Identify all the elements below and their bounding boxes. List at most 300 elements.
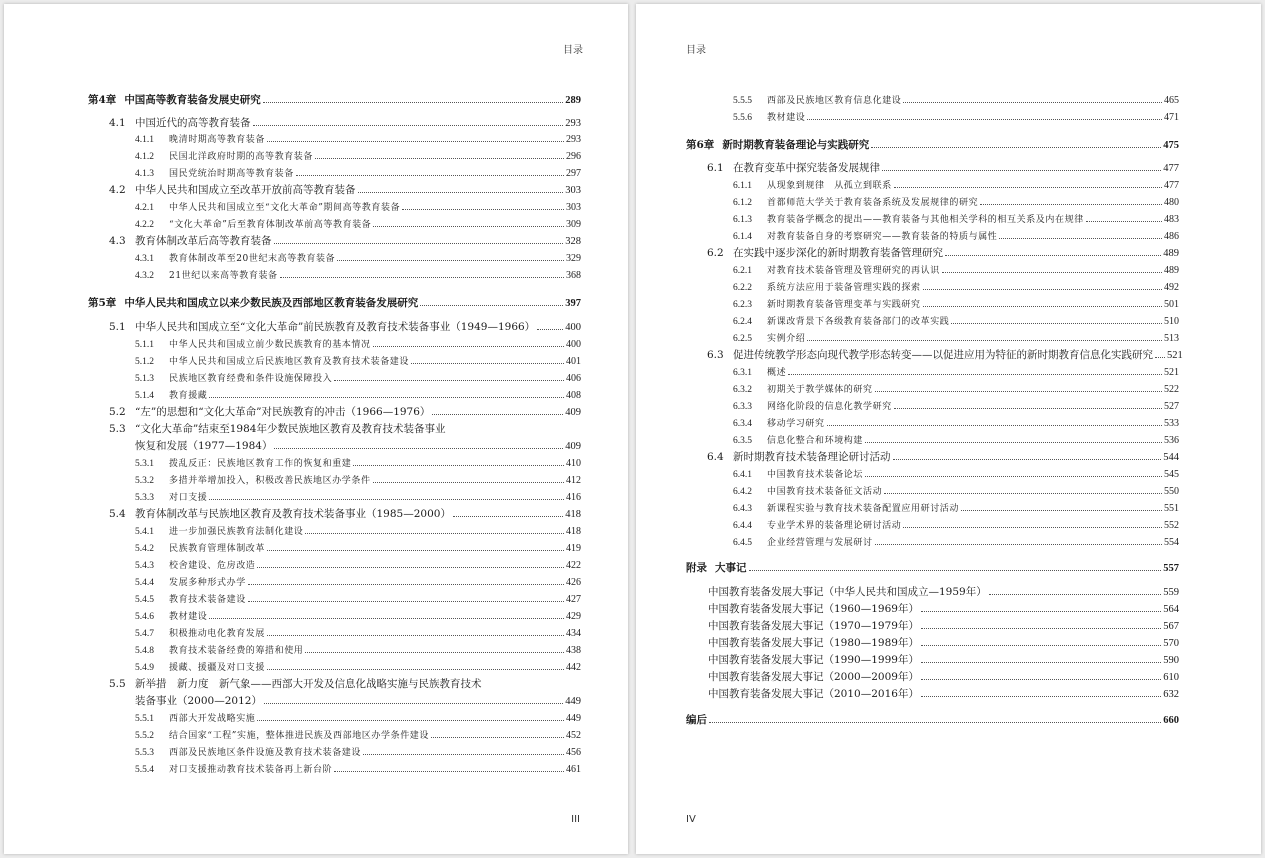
entry-title: “文化大革命”后至教育体制改革前高等教育装备 xyxy=(169,220,372,230)
leader-dots xyxy=(921,696,1161,697)
entry-title: 中国教育技术装备征文活动 xyxy=(767,487,883,497)
toc-entry-sub[interactable] xyxy=(135,557,581,574)
entry-title: 拨乱反正：民族地区教育工作的恢复和重建 xyxy=(169,459,352,469)
entry-number: 6.1.2 xyxy=(733,198,752,208)
leader-dots xyxy=(807,119,1162,120)
leader-dots xyxy=(263,102,563,103)
toc-entry-sub[interactable] xyxy=(135,574,581,591)
entry-number: 6.2.1 xyxy=(733,266,752,276)
entry-page-number: 400 xyxy=(566,339,581,350)
entry-title: 对口支援 xyxy=(169,493,208,503)
entry-number: 5.4.4 xyxy=(135,578,154,588)
leader-dots xyxy=(402,209,564,210)
entry-page-number: 293 xyxy=(566,134,581,145)
entry-page-number: 293 xyxy=(565,118,581,129)
left-page xyxy=(4,4,628,854)
toc-entry-sub[interactable] xyxy=(135,710,581,727)
entry-page-number: 422 xyxy=(566,560,581,571)
toc-entry-section[interactable] xyxy=(707,347,1183,364)
entry-number: 5.4.5 xyxy=(135,595,154,605)
entry-title: 中国教育装备发展大事记（1970—1979年） xyxy=(708,620,919,632)
entry-title: 中国教育装备发展大事记（中华人民共和国成立—1959年） xyxy=(708,586,987,598)
entry-title: 教育体制改革与民族地区教育及教育技术装备事业（1985—2000） xyxy=(135,508,451,520)
entry-number: 5.4.7 xyxy=(135,629,154,639)
toc-entry-chapter[interactable] xyxy=(686,712,1179,729)
leader-dots xyxy=(875,544,1162,545)
toc-entry-sub[interactable] xyxy=(733,415,1179,432)
entry-title: 中国高等教育装备发展史研究 xyxy=(124,94,261,106)
entry-title: 多措并举增加投入，积极改善民族地区办学条件 xyxy=(169,476,371,486)
leader-dots xyxy=(253,125,564,126)
toc-entry-sub[interactable] xyxy=(135,370,581,387)
leader-dots xyxy=(432,414,563,415)
toc-entry-sub[interactable] xyxy=(733,381,1179,398)
entry-title: 西部及民族地区条件设施及教育技术装备建设 xyxy=(169,748,362,758)
entry-page-number: 438 xyxy=(566,645,581,656)
leader-dots xyxy=(942,272,1162,273)
leader-dots xyxy=(951,323,1162,324)
entry-title: 大事记 xyxy=(715,562,747,574)
entry-title: 新课改背景下各级教育装备部门的改革实践 xyxy=(767,317,950,327)
entry-page-number: 400 xyxy=(565,322,581,333)
toc-entry-sub[interactable] xyxy=(135,250,581,267)
entry-number: 第4章 xyxy=(88,94,117,106)
toc-entry-sub[interactable] xyxy=(135,336,581,353)
entry-page-number: 486 xyxy=(1164,231,1179,242)
leader-dots xyxy=(411,363,564,364)
entry-number: 5.2 xyxy=(109,406,126,418)
leader-dots xyxy=(1155,357,1165,358)
entry-page-number: 554 xyxy=(1164,537,1179,548)
entry-number: 6.1 xyxy=(707,162,724,174)
entry-number: 5.1.4 xyxy=(135,391,154,401)
entry-title: 系统方法应用于装备管理实践的探索 xyxy=(767,283,921,293)
entry-title: 民族地区教育经费和条件设施保障投入 xyxy=(169,374,333,384)
toc-entry-plain[interactable] xyxy=(708,635,1179,652)
entry-number: 5.1 xyxy=(109,321,126,333)
entry-number: 6.2.4 xyxy=(733,317,752,327)
entry-number: 附录 xyxy=(686,562,707,574)
toc-entry-sub[interactable] xyxy=(733,483,1179,500)
toc-entry-plain[interactable] xyxy=(708,669,1179,686)
entry-page-number: 550 xyxy=(1164,486,1179,497)
entry-title: 中华人民共和国成立至“文化大革命”前民族教育及教育技术装备事业（1949—1966） xyxy=(135,321,536,333)
toc-entry-section[interactable] xyxy=(109,115,581,132)
entry-page-number: 418 xyxy=(565,509,581,520)
leader-dots xyxy=(420,305,563,306)
toc-entry-sub[interactable] xyxy=(733,398,1179,415)
toc-entry-sub[interactable] xyxy=(733,534,1179,551)
toc-entry-sub[interactable] xyxy=(733,330,1179,347)
entry-page-number: 289 xyxy=(565,95,581,106)
leader-dots xyxy=(267,635,564,636)
toc-entry-sub[interactable] xyxy=(733,211,1179,228)
entry-page-number: 408 xyxy=(566,390,581,401)
toc-entry-sub[interactable] xyxy=(733,313,1179,330)
toc-entry-sub[interactable] xyxy=(135,216,581,233)
entry-title: 移动学习研究 xyxy=(767,419,825,429)
entry-page-number: 406 xyxy=(566,373,581,384)
leader-dots xyxy=(264,703,563,704)
entry-title: 教育技术装备建设 xyxy=(169,595,246,605)
entry-page-number: 449 xyxy=(565,696,581,707)
entry-title: 结合国家“工程”实施，整体推进民族及西部地区办学条件建设 xyxy=(169,731,430,741)
entry-page-number: 533 xyxy=(1164,418,1179,429)
leader-dots xyxy=(827,425,1162,426)
leader-dots xyxy=(903,527,1162,528)
toc-entry-plain[interactable] xyxy=(708,652,1179,669)
entry-page-number: 632 xyxy=(1163,689,1179,700)
leader-dots xyxy=(807,340,1162,341)
entry-title: 中华人民共和国成立至“文化大革命”期间高等教育装备 xyxy=(169,203,401,213)
entry-title: 发展多种形式办学 xyxy=(169,578,246,588)
entry-title: 新时期教育装备管理变革与实践研究 xyxy=(767,300,921,310)
entry-title: 中国近代的高等教育装备 xyxy=(135,117,251,129)
entry-page-number: 297 xyxy=(566,168,581,179)
entry-page-number: 489 xyxy=(1163,248,1179,259)
toc-entry-sub[interactable] xyxy=(135,761,581,778)
leader-dots xyxy=(1086,221,1162,222)
entry-number: 5.4.8 xyxy=(135,646,154,656)
entry-number: 6.4.5 xyxy=(733,538,752,548)
toc-entry-sub[interactable] xyxy=(135,744,581,761)
leader-dots xyxy=(871,147,1161,148)
toc-entry-sub[interactable] xyxy=(135,165,581,182)
entry-title: 民国北洋政府时期的高等教育装备 xyxy=(169,152,314,162)
entry-number: 4.1.1 xyxy=(135,135,154,145)
entry-number: 4.3 xyxy=(109,235,126,247)
toc-entry-chapter[interactable] xyxy=(88,295,581,312)
leader-dots xyxy=(989,594,1162,595)
leader-dots xyxy=(999,238,1162,239)
toc-entry-sub[interactable] xyxy=(733,109,1179,126)
entry-title: 对教育技术装备管理及管理研究的再认识 xyxy=(767,266,940,276)
toc-entry-section[interactable] xyxy=(109,182,581,199)
entry-number: 5.5.2 xyxy=(135,731,154,741)
running-header: 目录 xyxy=(686,45,706,56)
entry-page-number: 521 xyxy=(1167,350,1183,361)
toc-entry-sub[interactable] xyxy=(135,131,581,148)
entry-page-number: 303 xyxy=(565,185,581,196)
entry-number: 6.2 xyxy=(707,247,724,259)
entry-page-number: 465 xyxy=(1164,95,1179,106)
entry-title: 中国教育装备发展大事记（2010—2016年） xyxy=(708,688,919,700)
entry-title: 对教育装备自身的考察研究——教育装备的特质与属性 xyxy=(767,232,998,242)
toc-entry-sub[interactable] xyxy=(135,625,581,642)
toc-entry-sub[interactable] xyxy=(135,727,581,744)
toc-entry-plain[interactable] xyxy=(708,686,1179,703)
toc-entry-sub[interactable] xyxy=(135,353,581,370)
entry-number: 5.3.1 xyxy=(135,459,154,469)
entry-number: 6.3.4 xyxy=(733,419,752,429)
entry-title: 教育装备学概念的提出——教育装备与其他相关学科的相互关系及内在规律 xyxy=(767,215,1084,225)
toc-entry-section[interactable] xyxy=(109,319,581,336)
leader-dots xyxy=(921,611,1161,612)
leader-dots xyxy=(337,260,564,261)
page-folio: IV xyxy=(686,814,696,825)
leader-dots xyxy=(709,722,1161,723)
leader-dots xyxy=(453,516,563,517)
entry-title: 民族教育管理体制改革 xyxy=(169,544,266,554)
leader-dots xyxy=(334,380,564,381)
toc-entry-plain[interactable] xyxy=(708,584,1179,601)
page-folio: III xyxy=(571,814,580,825)
toc-entry-sub[interactable] xyxy=(733,92,1179,109)
leader-dots xyxy=(921,645,1161,646)
entry-page-number: 412 xyxy=(566,475,581,486)
leader-dots xyxy=(961,510,1162,511)
leader-dots xyxy=(274,243,564,244)
toc-entry-sub[interactable] xyxy=(135,489,581,506)
entry-title: 新举措 新力度 新气象——西部大开发及信息化战略实施与民族教育技术 xyxy=(135,678,482,690)
entry-number: 6.4.2 xyxy=(733,487,752,497)
entry-title: 晚清时期高等教育装备 xyxy=(169,135,266,145)
toc-entry-sub[interactable] xyxy=(733,177,1179,194)
entry-title: 在实践中逐步深化的新时期教育装备管理研究 xyxy=(733,247,943,259)
entry-title: 编后 xyxy=(686,714,707,726)
leader-dots xyxy=(865,476,1162,477)
leader-dots xyxy=(875,391,1162,392)
entry-number: 5.1.2 xyxy=(135,357,154,367)
entry-page-number: 522 xyxy=(1164,384,1179,395)
toc-entry-section[interactable] xyxy=(109,506,581,523)
toc-entry-chapter[interactable] xyxy=(686,560,1179,577)
entry-number: 6.1.4 xyxy=(733,232,752,242)
entry-number: 5.5.1 xyxy=(135,714,154,724)
entry-page-number: 426 xyxy=(566,577,581,588)
leader-dots xyxy=(865,442,1162,443)
toc-entry-chapter[interactable] xyxy=(686,137,1179,154)
leader-dots xyxy=(257,567,564,568)
leader-dots xyxy=(315,158,564,159)
leader-dots xyxy=(894,408,1162,409)
entry-number: 6.2.3 xyxy=(733,300,752,310)
leader-dots xyxy=(373,346,564,347)
leader-dots xyxy=(749,570,1162,571)
entry-title: 对口支援推动教育技术装备再上新台阶 xyxy=(169,765,333,775)
entry-title: 中国教育装备发展大事记（1990—1999年） xyxy=(708,654,919,666)
entry-number: 5.1.3 xyxy=(135,374,154,384)
entry-page-number: 551 xyxy=(1164,503,1179,514)
entry-title: 概述 xyxy=(767,368,787,378)
entry-number: 5.4.3 xyxy=(135,561,154,571)
entry-page-number: 480 xyxy=(1164,197,1179,208)
entry-page-number: 557 xyxy=(1163,563,1179,574)
entry-title: 中华人民共和国成立前少数民族教育的基本情况 xyxy=(169,340,371,350)
entry-page-number: 461 xyxy=(566,764,581,775)
entry-title: 新时期教育装备理论与实践研究 xyxy=(722,139,870,151)
leader-dots xyxy=(921,679,1161,680)
entry-title: 教育技术装备经费的筹措和使用 xyxy=(169,646,304,656)
toc-entry-sub[interactable] xyxy=(135,472,581,489)
entry-title: 西部大开发战略实施 xyxy=(169,714,256,724)
entry-page-number: 427 xyxy=(566,594,581,605)
toc-entry-section[interactable] xyxy=(109,404,581,421)
entry-number: 4.1 xyxy=(109,117,126,129)
entry-title: 网络化阶段的信息化教学研究 xyxy=(767,402,892,412)
entry-title: 装备事业（2000—2012） xyxy=(135,695,262,707)
entry-page-number: 536 xyxy=(1164,435,1179,446)
leader-dots xyxy=(923,289,1162,290)
entry-number: 第5章 xyxy=(88,297,117,309)
toc-entry-section[interactable] xyxy=(135,438,581,455)
entry-title: 教材建设 xyxy=(169,612,208,622)
entry-page-number: 419 xyxy=(566,543,581,554)
toc-entry-sub[interactable] xyxy=(733,228,1179,245)
leader-dots xyxy=(945,255,1161,256)
toc-entry-sub[interactable] xyxy=(135,199,581,216)
toc-entry-section-cont[interactable] xyxy=(109,676,581,693)
toc-entry-sub[interactable] xyxy=(733,466,1179,483)
entry-number: 4.2.2 xyxy=(135,220,154,230)
entry-page-number: 309 xyxy=(566,219,581,230)
toc-entry-sub[interactable] xyxy=(135,659,581,676)
leader-dots xyxy=(884,493,1162,494)
entry-title: “左”的思想和“文化大革命”对民族教育的冲击（1966—1976） xyxy=(135,406,431,418)
entry-page-number: 501 xyxy=(1164,299,1179,310)
toc-entry-sub[interactable] xyxy=(135,523,581,540)
leader-dots xyxy=(305,652,564,653)
entry-number: 6.3 xyxy=(707,349,724,361)
entry-title: 实例介绍 xyxy=(767,334,806,344)
toc-entry-section[interactable] xyxy=(109,233,581,250)
entry-page-number: 610 xyxy=(1163,672,1179,683)
entry-page-number: 409 xyxy=(565,407,581,418)
leader-dots xyxy=(296,175,564,176)
entry-page-number: 442 xyxy=(566,662,581,673)
entry-page-number: 328 xyxy=(565,236,581,247)
toc-entry-sub[interactable] xyxy=(733,517,1179,534)
running-header: 目录 xyxy=(563,45,583,56)
entry-number: 6.2.2 xyxy=(733,283,752,293)
entry-number: 6.4.1 xyxy=(733,470,752,480)
entry-number: 6.2.5 xyxy=(733,334,752,344)
leader-dots xyxy=(893,459,1162,460)
leader-dots xyxy=(358,192,564,193)
entry-title: 西部及民族地区教育信息化建设 xyxy=(767,96,902,106)
toc-entry-sub[interactable] xyxy=(135,608,581,625)
leader-dots xyxy=(882,170,1161,171)
toc-entry-sub[interactable] xyxy=(733,432,1179,449)
toc-entry-section[interactable] xyxy=(707,160,1179,177)
entry-page-number: 429 xyxy=(566,611,581,622)
entry-page-number: 303 xyxy=(566,202,581,213)
entry-page-number: 492 xyxy=(1164,282,1179,293)
leader-dots xyxy=(353,465,564,466)
entry-title: 中华人民共和国成立至改革开放前高等教育装备 xyxy=(135,184,356,196)
toc-entry-sub[interactable] xyxy=(135,267,581,284)
entry-title: 教育援藏 xyxy=(169,391,208,401)
entry-number: 4.3.2 xyxy=(135,271,154,281)
entry-title: 进一步加强民族教育法制化建设 xyxy=(169,527,304,537)
entry-page-number: 410 xyxy=(566,458,581,469)
leader-dots xyxy=(363,754,564,755)
toc-entry-sub[interactable] xyxy=(733,364,1179,381)
toc-entry-sub[interactable] xyxy=(733,296,1179,313)
entry-page-number: 452 xyxy=(566,730,581,741)
entry-number: 5.4.6 xyxy=(135,612,154,622)
entry-page-number: 483 xyxy=(1164,214,1179,225)
entry-title: 中国教育装备发展大事记（1960—1969年） xyxy=(708,603,919,615)
entry-page-number: 471 xyxy=(1164,112,1179,123)
entry-title: 企业经营管理与发展研讨 xyxy=(767,538,873,548)
toc-entry-plain[interactable] xyxy=(708,601,1179,618)
leader-dots xyxy=(248,584,564,585)
entry-page-number: 570 xyxy=(1163,638,1179,649)
entry-number: 5.3.2 xyxy=(135,476,154,486)
toc-entry-sub[interactable] xyxy=(135,540,581,557)
entry-number: 6.4.3 xyxy=(733,504,752,514)
entry-title: 促进传统教学形态向现代教学形态转变——以促进应用为特征的新时期教育信息化实践研究 xyxy=(733,349,1153,361)
entry-title: 新课程实验与教育技术装备配置应用研讨活动 xyxy=(767,504,960,514)
entry-page-number: 418 xyxy=(566,526,581,537)
toc-entry-sub[interactable] xyxy=(135,455,581,472)
toc-entry-sub[interactable] xyxy=(733,194,1179,211)
toc-entry-sub[interactable] xyxy=(135,642,581,659)
leader-dots xyxy=(267,669,564,670)
toc-entry-sub[interactable] xyxy=(733,279,1179,296)
entry-title: 中华人民共和国成立后民族地区教育及教育技术装备建设 xyxy=(169,357,410,367)
entry-page-number: 545 xyxy=(1164,469,1179,480)
toc-entry-section[interactable] xyxy=(135,693,581,710)
toc-entry-section-cont[interactable] xyxy=(109,421,581,438)
leader-dots xyxy=(537,329,563,330)
entry-page-number: 416 xyxy=(566,492,581,503)
toc-entry-sub[interactable] xyxy=(135,591,581,608)
entry-title: 教育体制改革后高等教育装备 xyxy=(135,235,272,247)
entry-number: 6.3.1 xyxy=(733,368,752,378)
leader-dots xyxy=(373,226,564,227)
entry-title: 教育体制改革至20世纪末高等教育装备 xyxy=(169,254,336,264)
entry-number: 4.1.2 xyxy=(135,152,154,162)
entry-title: 首都师范大学关于教育装备系统及发展规律的研究 xyxy=(767,198,979,208)
entry-number: 5.3 xyxy=(109,423,126,435)
entry-number: 5.5.6 xyxy=(733,113,752,123)
leader-dots xyxy=(894,187,1162,188)
entry-title: 信息化整合和环境构建 xyxy=(767,436,864,446)
toc-entry-section[interactable] xyxy=(707,449,1179,466)
entry-page-number: 456 xyxy=(566,747,581,758)
entry-number: 5.3.3 xyxy=(135,493,154,503)
toc-entry-plain[interactable] xyxy=(708,618,1179,635)
leader-dots xyxy=(431,737,564,738)
entry-page-number: 401 xyxy=(566,356,581,367)
toc-entry-sub[interactable] xyxy=(733,500,1179,517)
entry-title: 中国教育装备发展大事记（2000—2009年） xyxy=(708,671,919,683)
toc-entry-sub[interactable] xyxy=(135,148,581,165)
entry-number: 4.1.3 xyxy=(135,169,154,179)
entry-page-number: 397 xyxy=(565,298,581,309)
entry-number: 5.4.2 xyxy=(135,544,154,554)
leader-dots xyxy=(209,499,564,500)
entry-page-number: 329 xyxy=(566,253,581,264)
toc-entry-chapter[interactable] xyxy=(88,92,581,109)
entry-number: 5.4.9 xyxy=(135,663,154,673)
entry-number: 6.3.5 xyxy=(733,436,752,446)
entry-page-number: 409 xyxy=(565,441,581,452)
leader-dots xyxy=(248,601,564,602)
toc-entry-section[interactable] xyxy=(707,245,1179,262)
entry-page-number: 296 xyxy=(566,151,581,162)
toc-entry-sub[interactable] xyxy=(733,262,1179,279)
entry-page-number: 660 xyxy=(1163,715,1179,726)
entry-title: “文化大革命”结束至1984年少数民族地区教育及教育技术装备事业 xyxy=(135,423,446,435)
toc-entry-sub[interactable] xyxy=(135,387,581,404)
entry-title: 在教育变革中探究装备发展规律 xyxy=(733,162,880,174)
entry-number: 5.5.5 xyxy=(733,96,752,106)
leader-dots xyxy=(274,448,563,449)
entry-number: 5.5 xyxy=(109,678,126,690)
